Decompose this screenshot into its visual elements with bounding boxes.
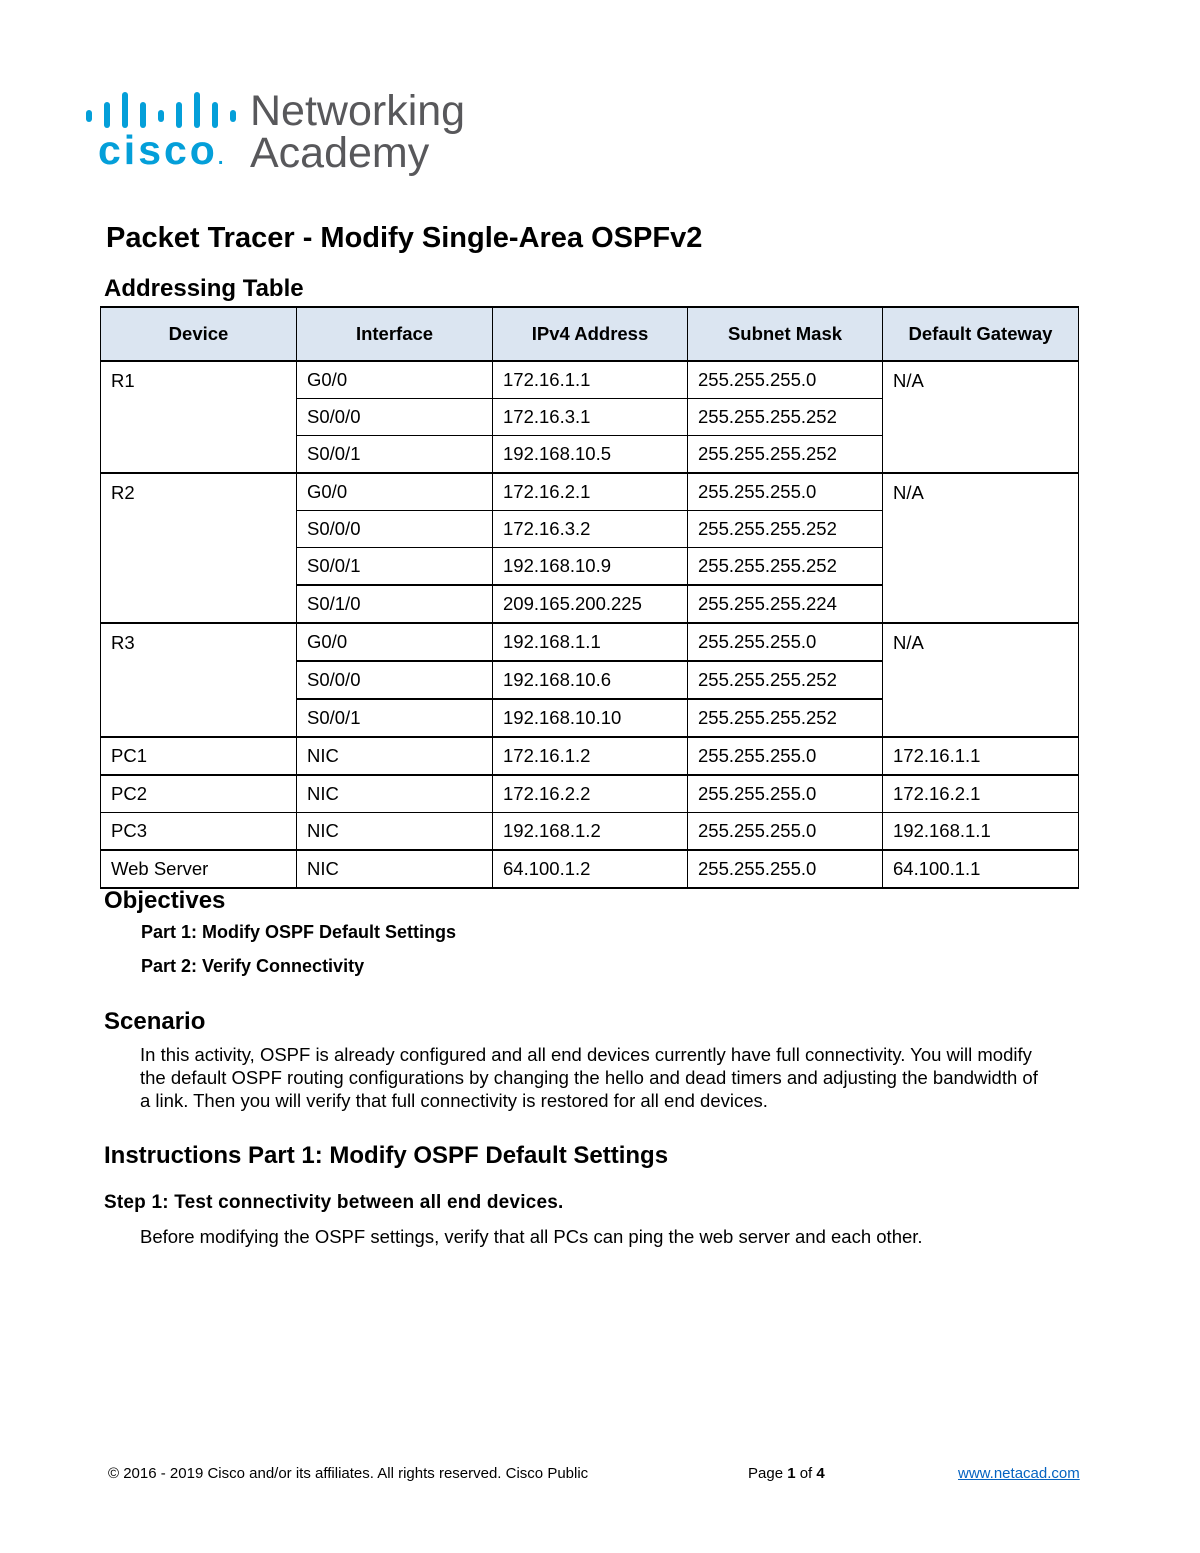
mask-cell: 255.255.255.252 — [688, 699, 883, 737]
ip-cell: 192.168.10.6 — [493, 661, 688, 699]
table-row — [101, 361, 1079, 399]
interface-cell: S0/0/0 — [297, 511, 493, 548]
gateway-cell: N/A — [883, 361, 1079, 473]
mask-cell: 255.255.255.0 — [688, 473, 883, 511]
addressing-table-heading: Addressing Table — [104, 275, 304, 302]
page-label: Page — [748, 1465, 788, 1482]
ip-cell: 172.16.1.1 — [493, 361, 688, 399]
interface-cell: NIC — [297, 850, 493, 888]
device-cell: PC1 — [101, 737, 297, 775]
ip-cell: 192.168.10.5 — [493, 436, 688, 474]
table-row — [101, 737, 1079, 775]
objective-part-2: Part 2: Verify Connectivity — [141, 956, 365, 976]
table-row — [101, 473, 1079, 511]
device-cell: R1 — [101, 361, 297, 473]
interface-cell: G0/0 — [297, 361, 493, 399]
logo-academy: Academy — [250, 129, 430, 177]
ip-cell: 172.16.3.1 — [493, 399, 688, 436]
ip-cell: 172.16.2.1 — [493, 473, 688, 511]
ip-cell: 192.168.10.9 — [493, 548, 688, 586]
device-cell: PC3 — [101, 813, 297, 851]
gateway-cell: 64.100.1.1 — [883, 850, 1079, 888]
interface-cell: NIC — [297, 775, 493, 813]
ip-cell: 209.165.200.225 — [493, 585, 688, 623]
ip-cell: 172.16.1.2 — [493, 737, 688, 775]
page-of: of — [795, 1465, 817, 1482]
interface-cell: G0/0 — [297, 473, 493, 511]
ip-cell: 64.100.1.2 — [493, 850, 688, 888]
interface-cell: S0/1/0 — [297, 585, 493, 623]
step-1-heading: Step 1: Test connectivity between all end devices. — [104, 1192, 564, 1213]
mask-cell: 255.255.255.252 — [688, 436, 883, 474]
mask-cell: 255.255.255.252 — [688, 511, 883, 548]
addressing-table — [100, 306, 1079, 889]
table-row — [101, 623, 1079, 661]
table-row — [101, 813, 1079, 851]
scenario-line: In this activity, OSPF is already configured and all end devices currently have full connectivity. You will modify — [140, 1044, 1032, 1065]
interface-cell: S0/0/0 — [297, 661, 493, 699]
interface-cell: S0/0/1 — [297, 699, 493, 737]
footer-copyright: © 2016 - 2019 Cisco and/or its affiliates. All rights reserved. Cisco Public — [108, 1465, 589, 1482]
gateway-cell: N/A — [883, 473, 1079, 623]
mask-cell: 255.255.255.0 — [688, 361, 883, 399]
cisco-wordmark: cisco. — [98, 127, 227, 173]
gateway-cell: 172.16.1.1 — [883, 737, 1079, 775]
mask-cell: 255.255.255.252 — [688, 399, 883, 436]
table-header-row — [101, 307, 1079, 361]
col-default-gateway: Default Gateway — [883, 307, 1079, 361]
gateway-cell: N/A — [883, 623, 1079, 737]
step-1-text: Before modifying the OSPF settings, verify that all PCs can ping the web server and each other. — [140, 1226, 923, 1247]
mask-cell: 255.255.255.252 — [688, 661, 883, 699]
footer-page-number — [748, 1465, 825, 1482]
interface-cell: S0/0/1 — [297, 436, 493, 474]
scenario-heading: Scenario — [104, 1008, 206, 1035]
col-device: Device — [101, 307, 297, 361]
table-row — [101, 850, 1079, 888]
mask-cell: 255.255.255.0 — [688, 623, 883, 661]
ip-cell: 192.168.1.1 — [493, 623, 688, 661]
mask-cell: 255.255.255.0 — [688, 850, 883, 888]
objectives-heading: Objectives — [104, 887, 226, 914]
scenario-line: the default OSPF routing configurations by changing the hello and dead timers and adjusting the bandwidth of — [140, 1067, 1038, 1088]
document-title: Packet Tracer - Modify Single-Area OSPFv2 — [106, 222, 703, 254]
gateway-cell: 192.168.1.1 — [883, 813, 1079, 851]
scenario-text — [140, 1043, 1100, 1112]
device-cell: R2 — [101, 473, 297, 623]
interface-cell: S0/0/0 — [297, 399, 493, 436]
cisco-networking-academy-logo — [84, 88, 484, 178]
col-ipv4: IPv4 Address — [493, 307, 688, 361]
mask-cell: 255.255.255.252 — [688, 548, 883, 586]
col-subnet-mask: Subnet Mask — [688, 307, 883, 361]
device-cell: PC2 — [101, 775, 297, 813]
mask-cell: 255.255.255.0 — [688, 737, 883, 775]
scenario-line: a link. Then you will verify that full connectivity is restored for all end devices. — [140, 1090, 768, 1111]
instructions-heading: Instructions Part 1: Modify OSPF Default Settings — [104, 1142, 669, 1169]
page-total: 4 — [816, 1465, 825, 1482]
table-row — [101, 775, 1079, 813]
page-current: 1 — [787, 1465, 796, 1482]
ip-cell: 172.16.3.2 — [493, 511, 688, 548]
interface-cell: S0/0/1 — [297, 548, 493, 586]
ip-cell: 172.16.2.2 — [493, 775, 688, 813]
ip-cell: 192.168.1.2 — [493, 813, 688, 851]
ip-cell: 192.168.10.10 — [493, 699, 688, 737]
footer-link[interactable]: www.netacad.com — [958, 1465, 1080, 1482]
mask-cell: 255.255.255.0 — [688, 813, 883, 851]
gateway-cell: 172.16.2.1 — [883, 775, 1079, 813]
objective-part-1: Part 1: Modify OSPF Default Settings — [141, 922, 457, 942]
cisco-bars-icon — [86, 92, 236, 128]
mask-cell: 255.255.255.224 — [688, 585, 883, 623]
device-cell: R3 — [101, 623, 297, 737]
mask-cell: 255.255.255.0 — [688, 775, 883, 813]
interface-cell: NIC — [297, 813, 493, 851]
device-cell: Web Server — [101, 850, 297, 888]
logo-networking: Networking — [250, 87, 466, 135]
interface-cell: NIC — [297, 737, 493, 775]
interface-cell: G0/0 — [297, 623, 493, 661]
col-interface: Interface — [297, 307, 493, 361]
